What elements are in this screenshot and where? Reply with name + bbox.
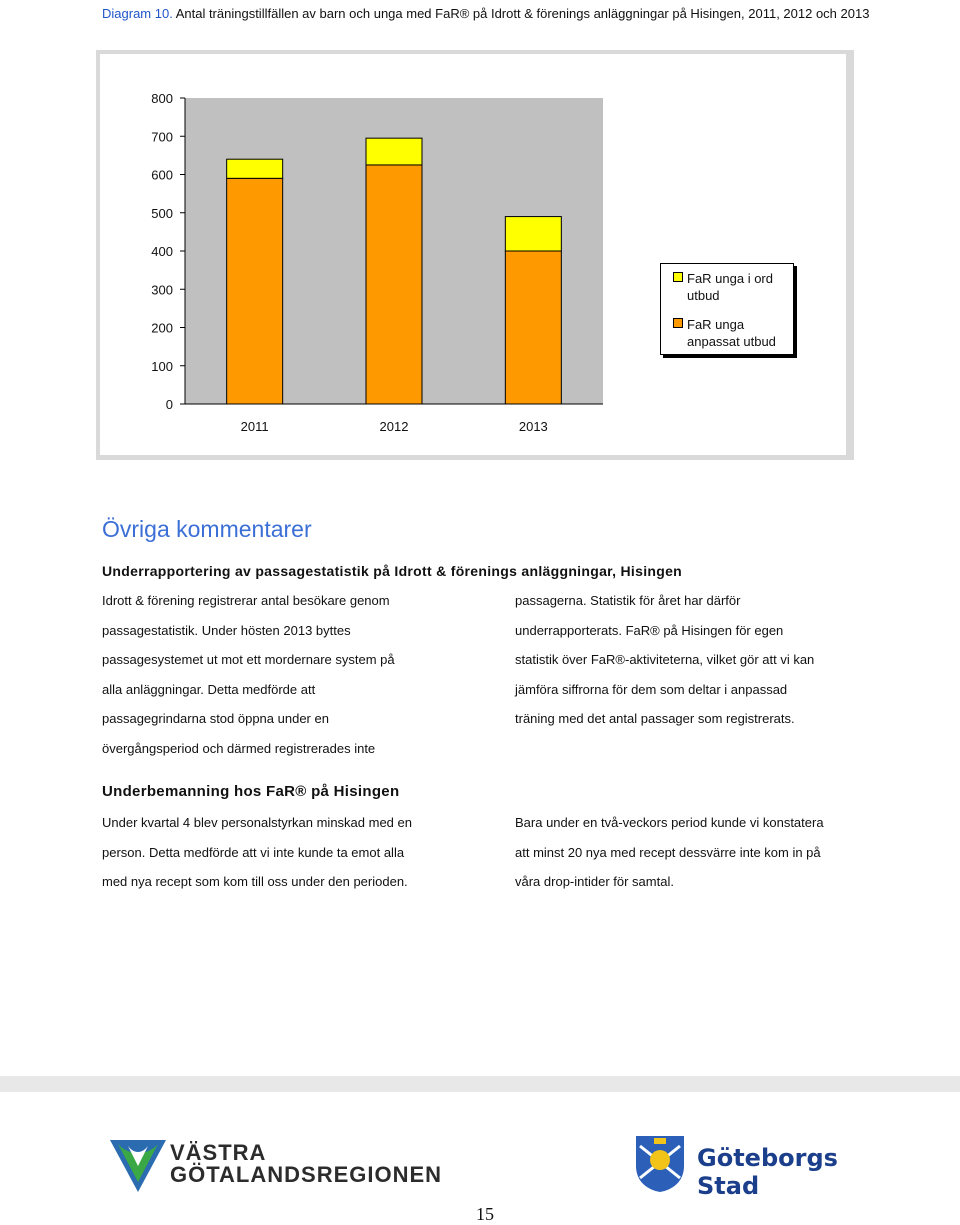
legend-label: FaR unga i ord utbud	[687, 271, 773, 303]
subheading-underbemanning: Underbemanning hos FaR® på Hisingen	[102, 783, 400, 800]
text-line: Idrott & förening registrerar antal besökare genom	[102, 593, 390, 608]
text-line: att minst 20 nya med recept dessvärre inte kom in på	[515, 844, 821, 860]
bar-2013-series-1	[505, 217, 561, 251]
bar-2011-series-1	[227, 159, 283, 178]
y-tick-label: 0	[165, 397, 173, 412]
caption-text: Antal träningstillfällen av barn och unga med FaR® på Idrott & förenings anläggningar på Hisingen, 2011, 2012 och 2013	[172, 6, 870, 21]
text-line: Bara under en två-veckors period kunde vi konstatera	[515, 815, 824, 830]
text-line: underrapporterats. FaR® på Hisingen för egen	[515, 622, 784, 638]
text-line: passagesystemet ut mot ett mordernare system på	[102, 652, 395, 667]
section-title: Övriga kommentarer	[102, 516, 312, 542]
goteborgs-stad-shield-icon	[632, 1132, 688, 1194]
text-line: passagerna. Statistik för året har därför	[515, 593, 741, 608]
bar-chart	[0, 0, 960, 470]
text-column-left	[102, 586, 492, 763]
legend-label: FaR unga anpassat utbud	[687, 317, 776, 349]
text-line: alla anläggningar. Detta medförde att	[102, 681, 316, 697]
text-line: med nya recept som kom till oss under den perioden.	[102, 874, 408, 889]
text-line: person. Detta medförde att vi inte kunde ta emot alla	[102, 844, 405, 860]
vgr-wordmark	[170, 1142, 442, 1186]
x-tick-label: 2011	[240, 419, 269, 434]
text-line: Under kvartal 4 blev personalstyrkan minskad med en	[102, 815, 412, 830]
text-line: passagestatistik. Under hösten 2013 byttes	[102, 622, 351, 638]
text-line: statistik över FaR®-aktiviteterna, vilket gör att vi kan	[515, 652, 815, 667]
y-tick-label: 600	[151, 167, 173, 183]
text-column-left-2	[102, 808, 492, 897]
text-line: våra drop-intider för samtal.	[515, 874, 674, 889]
legend-swatch-yellow	[673, 272, 683, 282]
y-tick-label: 700	[151, 129, 173, 145]
vgr-line1: VÄSTRA	[170, 1140, 267, 1165]
y-tick-label: 200	[151, 320, 173, 336]
goteborgs-stad-wordmark	[697, 1144, 838, 1200]
x-tick-label: 2013	[518, 419, 548, 434]
bar-2013-series-0	[505, 251, 561, 404]
gbg-line1: Göteborgs	[697, 1144, 838, 1172]
y-tick-label: 400	[151, 244, 173, 259]
text-line: passagegrindarna stod öppna under en	[102, 711, 329, 726]
bar-2012-series-1	[366, 138, 422, 165]
page-number: 15	[476, 1204, 494, 1224]
x-tick-label: 2012	[379, 419, 409, 434]
gbg-line2: Stad	[697, 1172, 760, 1200]
bar-2012-series-0	[366, 165, 422, 404]
y-tick-label: 300	[151, 282, 173, 298]
y-tick-label: 100	[151, 358, 173, 374]
y-tick-label: 500	[151, 205, 173, 221]
vastra-gotalandsregionen-logo-icon	[108, 1136, 168, 1194]
text-line: övergångsperiod och därmed registrerades inte	[102, 740, 376, 756]
text-line: jämföra siffrorna för dem som deltar i anpassad	[515, 681, 788, 697]
text-column-right	[515, 586, 915, 734]
subheading-underrapportering: Underrapportering av passagestatistik på Idrott & förenings anläggningar, Hisingen	[102, 563, 683, 579]
text-line: träning med det antal passager som registrerats.	[515, 711, 795, 726]
text-column-right-2	[515, 808, 915, 897]
footer-divider-band	[0, 1076, 960, 1092]
vgr-line2: GÖTALANDSREGIONEN	[170, 1162, 443, 1187]
bar-2011-series-0	[227, 178, 283, 404]
legend-swatch-orange	[673, 318, 683, 328]
caption-prefix: Diagram 10.	[102, 6, 173, 21]
chart-legend	[660, 263, 794, 355]
y-tick-label: 800	[151, 91, 173, 106]
